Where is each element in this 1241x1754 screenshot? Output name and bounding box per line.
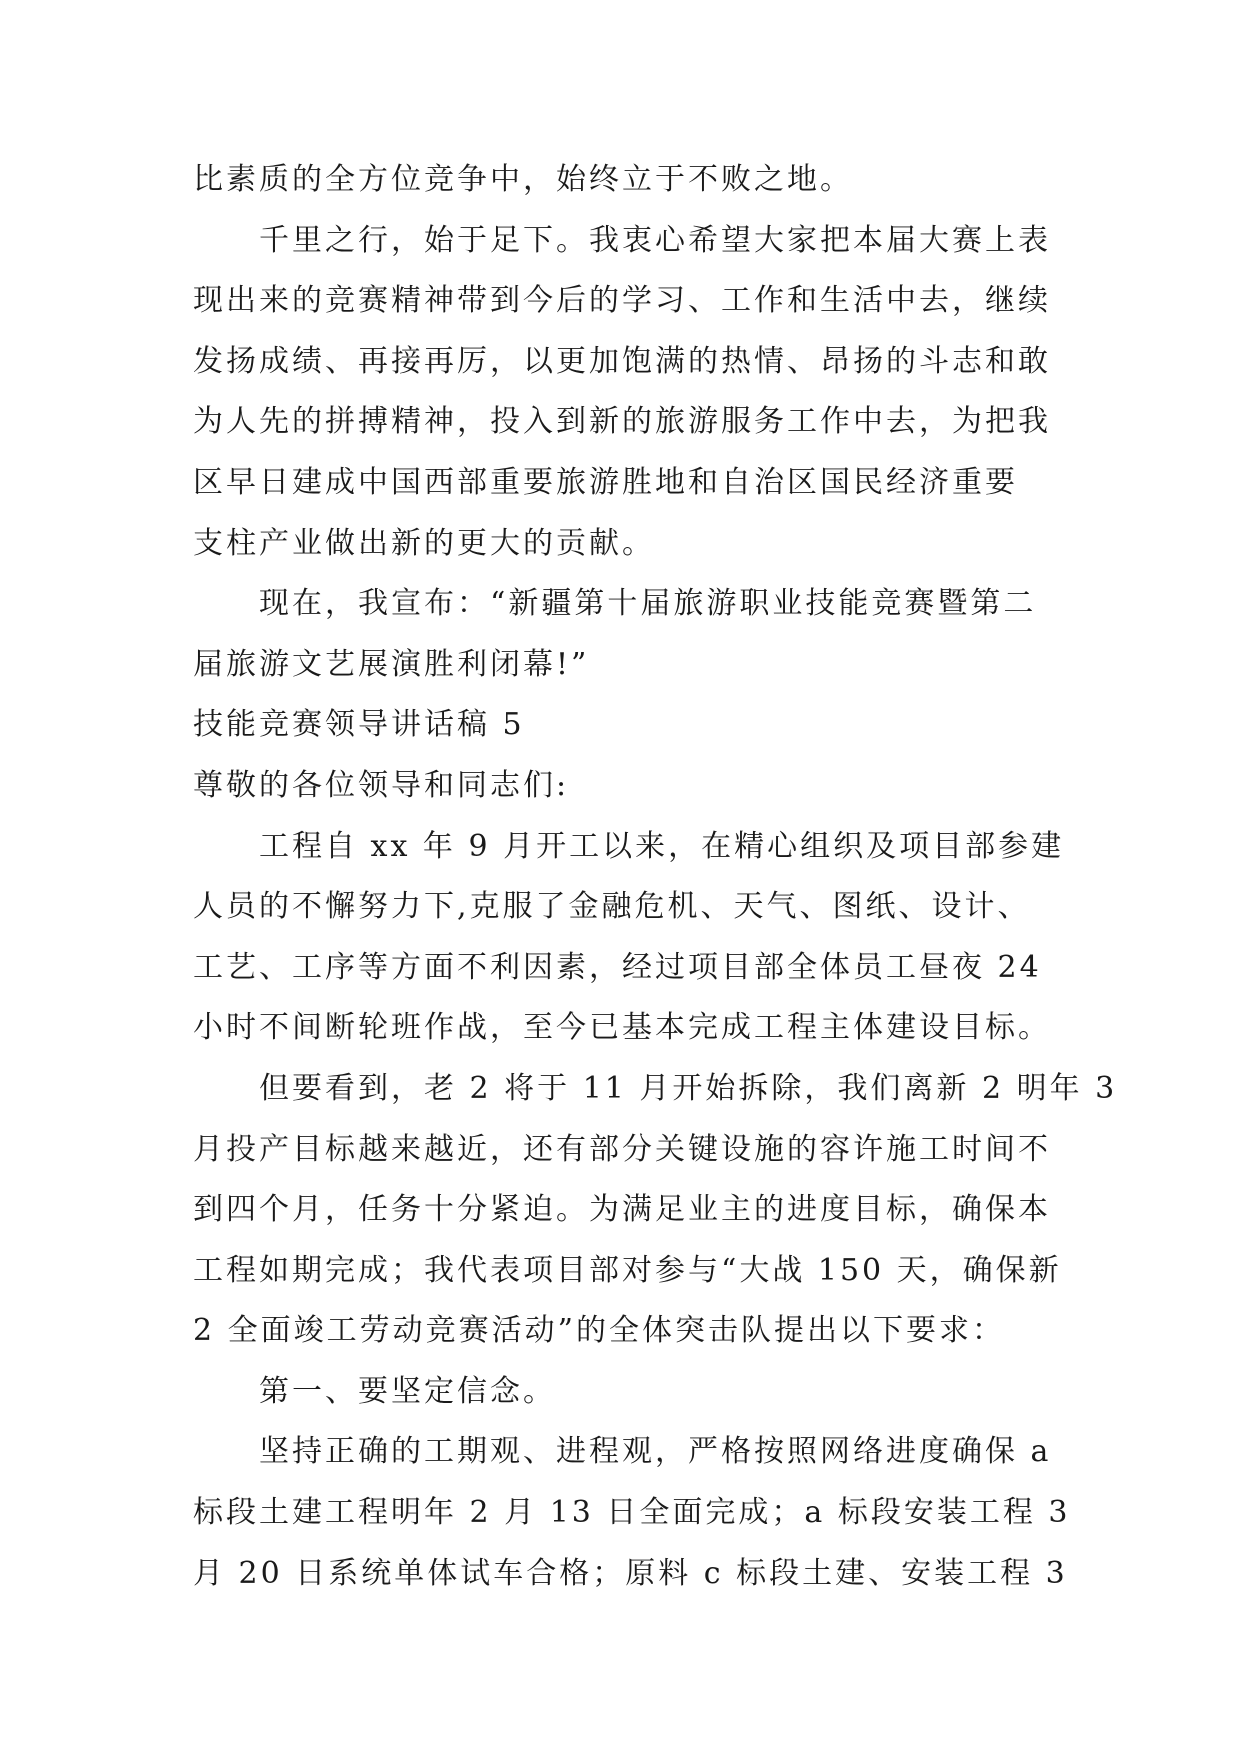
text-line: 月 20 日系统单体试车合格；原料 c 标段土建、安装工程 3 xyxy=(193,1555,1068,1591)
text-line: 标段土建工程明年 2 月 13 日全面完成；a 标段安装工程 3 xyxy=(193,1495,1071,1531)
text-line: 发扬成绩、再接再厉，以更加饱满的热情、昂扬的斗志和敢 xyxy=(193,343,1051,379)
text-line: 2 全面竣工劳动竞赛活动”的全体突击队提出以下要求： xyxy=(193,1313,1005,1349)
text-line: 人员的不懈努力下,克服了金融危机、天气、图纸、设计、 xyxy=(193,889,1031,925)
text-line: 坚持正确的工期观、进程观，严格按照网络进度确保 a xyxy=(259,1434,1052,1470)
text-line: 现在，我宣布：“新疆第十届旅游职业技能竞赛暨第二 xyxy=(259,586,1037,622)
text-line: 工程自 xx 年 9 月开工以来，在精心组织及项目部参建 xyxy=(259,828,1065,864)
text-line: 区早日建成中国西部重要旅游胜地和自治区国民经济重要 xyxy=(193,464,1018,500)
salutation: 尊敬的各位领导和同志们: xyxy=(193,767,570,803)
text-line: 月投产目标越来越近，还有部分关键设施的容许施工时间不 xyxy=(193,1131,1051,1167)
text-line: 为人先的拼搏精神，投入到新的旅游服务工作中去，为把我 xyxy=(193,404,1051,440)
text-line: 现出来的竞赛精神带到今后的学习、工作和生活中去，继续 xyxy=(193,283,1051,319)
text-line: 到四个月，任务十分紧迫。为满足业主的进度目标，确保本 xyxy=(193,1192,1051,1228)
text-line: 小时不间断轮班作战，至今已基本完成工程主体建设目标。 xyxy=(193,1010,1051,1046)
text-line: 第一、要坚定信念。 xyxy=(259,1373,556,1409)
text-line: 千里之行，始于足下。我衷心希望大家把本届大赛上表 xyxy=(259,222,1051,258)
text-line: 但要看到，老 2 将于 11 月开始拆除，我们离新 2 明年 3 xyxy=(259,1070,1118,1106)
text-line: 工艺、工序等方面不利因素，经过项目部全体员工昼夜 24 xyxy=(193,949,1042,985)
text-line: 比素质的全方位竞争中，始终立于不败之地。 xyxy=(193,162,853,197)
text-line: 届旅游文艺展演胜利闭幕!” xyxy=(193,646,590,682)
document-body xyxy=(193,150,1118,1604)
text-line: 工程如期完成；我代表项目部对参与“大战 150 天，确保新 xyxy=(193,1252,1062,1288)
section-heading: 技能竞赛领导讲话稿 5 xyxy=(193,707,525,743)
text-line: 支柱产业做出新的更大的贡献。 xyxy=(193,525,655,561)
